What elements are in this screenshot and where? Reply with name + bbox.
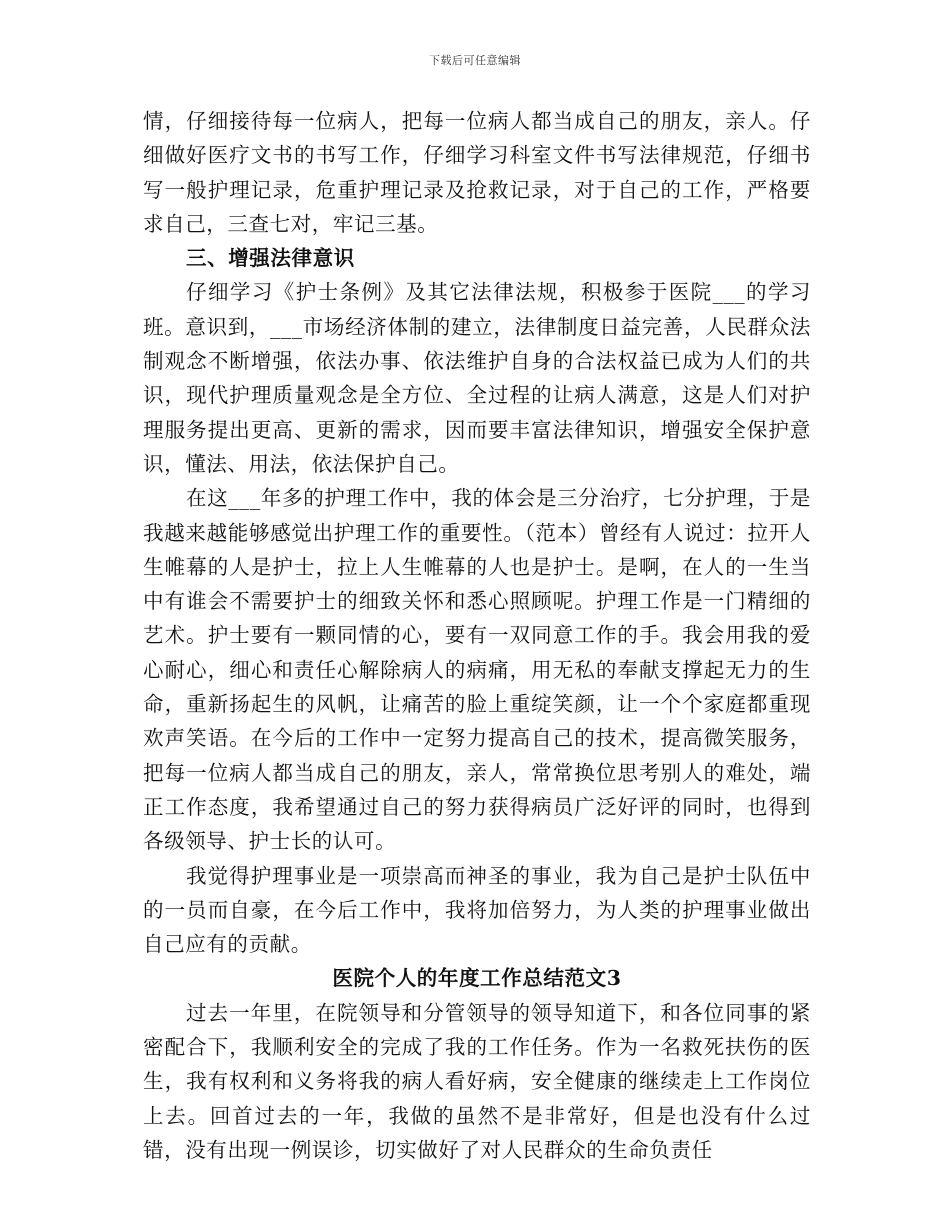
- paragraph-past-year: 过去一年里，在院领导和分管领导的领导知道下，和各位同事的紧密配合下，我顺利安全的完成了我的工作任务。作为一名救死扶伤的医生，我有权利和义务将我的病人看好病，安全健康的继续走上工作岗位上去。回首过去的一年，我做的虽然不是非常好，但是也没有什么过错，没有出现一例误诊，切实做好了对人民群众的生命负责任: [143, 1000, 811, 1162]
- paragraph-nursing-career: 我觉得护理事业是一项崇高而神圣的事业，我为自己是护士队伍中的一员而自豪，在今后工作中，我将加倍努力，为人类的护理事业做出自己应有的贡献。: [143, 863, 811, 957]
- paragraph-continued: 情，仔细接待每一位病人，把每一位病人都当成自己的朋友，亲人。仔细做好医疗文书的书写工作，仔细学习科室文件书写法律规范，仔细书写一般护理记录，危重护理记录及抢救记录，对于自己的工作，严格要求自己，三查七对，牢记三基。: [143, 109, 811, 236]
- paragraph-nursing-experience: 在这___年多的护理工作中，我的体会是三分治疗，七分护理，于是我越来越能够感觉出护理工作的重要性。（范本）曾经有人说过：拉开人生帷幕的人是护士，拉上人生帷幕的人也是护士。是啊，在人的一生当中有谁会不需要护士的细致关怀和悉心照顾呢。护理工作是一门精细的艺术。护士要有一颗同情的心，要有一双同意工作的手。我会用我的爱心耐心，细心和责任心解除病人的病痛，用无私的奉献支撑起无力的生命，重新扬起生的风帆，让痛苦的脸上重绽笑颜，让一个个家庭都重现欢声笑语。在今后的工作中一定努力提高自己的技术，提高微笑服务，把每一位病人都当成自己的朋友，亲人，常常换位思考别人的难处，端正工作态度，我希望通过自己的努力获得病员广泛好评的同时，也得到各级领导、护士长的认可。: [143, 486, 811, 854]
- section-heading-legal-awareness: 三、增强法律意识: [186, 246, 355, 271]
- document-body: [143, 104, 811, 1167]
- document-title-3: 医院个人的年度工作总结范文3: [332, 966, 622, 991]
- page-header: 下载后可任意编辑: [429, 54, 521, 67]
- paragraph-legal-study: 仔细学习《护士条例》及其它法律法规，积极参于医院___的学习班。意识到，___市场经济体制的建立，法律制度日益完善，人民群众法制观念不断增强，依法办事、依法维护自身的合法权益已成为人们的共识，现代护理质量观念是全方位、全过程的让病人满意，这是人们对护理服务提出更高、更新的需求，因而要丰富法律知识，增强安全保护意识，懂法、用法，依法保护自己。: [143, 280, 811, 476]
